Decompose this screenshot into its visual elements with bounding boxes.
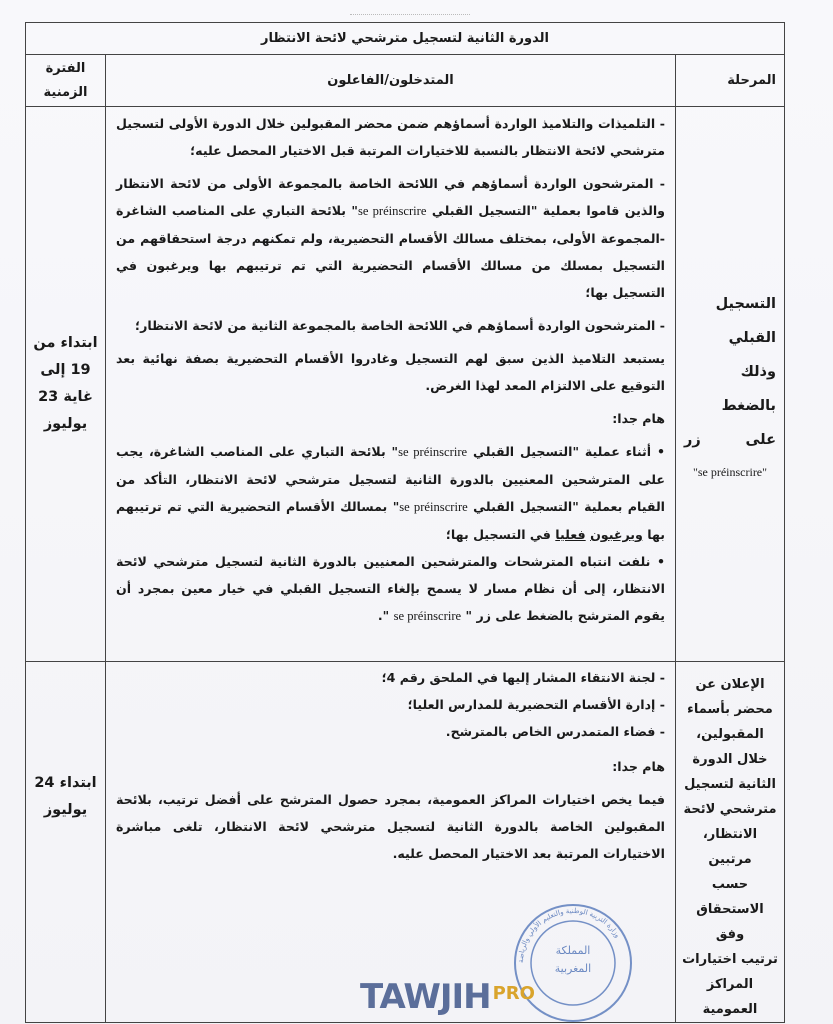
stage-word: القبلي: [728, 330, 776, 346]
period-line: يوليوز: [43, 416, 88, 432]
period-line: ابتداء 24: [34, 775, 97, 791]
table-row: [26, 107, 785, 662]
stage-line: المقبولين،: [696, 727, 764, 742]
actor-item: - إدارة الأقسام التحضيرية للمدارس العليا؛: [116, 691, 665, 718]
actor-item: - فضاء المتمدرس الخاص بالمترشح.: [116, 718, 665, 745]
actor-item: - التلميذات والتلاميذ الواردة أسماؤهم ضمن محضر المقبولين خلال الدورة الأولى لتسجيل مترشحي لائحة الانتظار بالنسبة للاختيارات المرتبة قبل الاختيار المحصل عليه؛: [116, 110, 665, 164]
exclusion-note: يستبعد التلاميذ الذين سبق لهم التسجيل وغادروا الأقسام التحضيرية بصفة نهائية بعد التوقيع على الالتزام المعد لهذا الغرض.: [116, 351, 665, 393]
actor-text: المترشحون الواردة أسماؤهم في اللائحة الخاصة بالمجموعة الأولى من لائحة الانتظار والذين قاموا بعملية "التسجيل القبلي: [116, 176, 665, 218]
stamp-center-text: المملكة: [555, 944, 591, 957]
note-text: " بمسالك الأقسام التحضيرية التي تم ترتيبهم بها: [116, 499, 665, 542]
table-title: الدورة الثانية لتسجيل مترشحي لائحة الانتظار: [26, 23, 785, 55]
stage-button-label: "se préinscrire": [692, 465, 768, 479]
actors-cell: [106, 107, 676, 662]
stage-word: على زر: [684, 432, 776, 448]
header-stage: المرحلة: [676, 55, 785, 107]
stage-line: محضر بأسماء: [687, 702, 773, 717]
note-latin: se préinscrire: [399, 500, 468, 514]
scan-artifact: [350, 14, 470, 17]
stage-line: الثانية لتسجيل: [684, 777, 776, 792]
important-note: [116, 438, 665, 548]
stamp-center-text: المغربية: [554, 962, 592, 975]
table-row: [26, 662, 785, 1023]
note-text: ".: [377, 608, 394, 623]
note-underlined: فعليا: [555, 527, 586, 542]
header-period-line2: الزمنية: [43, 84, 88, 100]
actor-item: [116, 170, 665, 306]
important-note: فيما يخص اختيارات المراكز العمومية، بمجرد حصول المترشح على أفضل ترتيب، بلائحة المقبولين الخاصة بالدورة الثانية لتسجيل مترشحي لائحة الانتظار، تلغى مباشرة الاختيارات المرتبة بعد الاختيار المحصل عليه.: [116, 792, 665, 861]
period-cell: [26, 662, 106, 1023]
stage-line: مترشحي لائحة: [683, 802, 777, 817]
header-period: [26, 55, 106, 107]
period-cell: [26, 107, 106, 662]
schedule-table: [25, 22, 785, 1023]
actor-text: " بلائحة التباري على المناصب الشاغرة -المجموعة الأولى، بمختلف مسالك الأقسام التحضيرية، ولم تمكنهم درجة استحقاقهم من التسجيل بمسلك من مسالك الأقسام التحضيرية التي تم ترتيبهم بها ويرغبون في التسجيل بها؛: [116, 203, 665, 300]
stage-word: وذلك: [740, 364, 776, 380]
important-note: [116, 548, 665, 630]
stage-word: التسجيل: [715, 296, 776, 312]
stage-line: الانتظار، مرتبين: [702, 827, 758, 867]
stage-cell: [676, 662, 785, 1023]
note-text: أثناء عملية "التسجيل القبلي: [467, 444, 652, 459]
watermark: [360, 978, 535, 1018]
note-text: نلفت انتباه المترشحات والمترشحين المعنيين بالدورة الثانية لتسجيل مترشحي لائحة الانتظار، إلى أن نظام مسار لا يسمح بإلغاء التسجيل القبلي في خيار معين بمجرد أن يقوم المترشح بالضغط على زر ": [116, 554, 665, 623]
actor-latin: se préinscrire: [357, 204, 427, 218]
stage-line: ترتيب اختيارات: [682, 952, 778, 967]
stage-line: الاستحقاق وفق: [696, 902, 764, 942]
important-label: هام جدا:: [612, 759, 665, 774]
note-text: في التسجيل بها؛: [445, 527, 556, 542]
note-underlined: ويرغبون: [590, 527, 643, 542]
note-text: " بلائحة التباري على المناصب الشاغرة، يجب على المترشحين المعنيين بالدورة الثانية لتسجيل مترشحي لائحة الانتظار، التأكد من القيام بعملية "التسجيل القبلي: [116, 444, 665, 514]
period-line: غاية 23: [38, 389, 93, 405]
stage-line: خلال الدورة: [692, 752, 768, 767]
header-actors: المتدخلون/الفاعلون: [106, 55, 676, 107]
stage-line: العمومية: [702, 1002, 758, 1017]
stage-cell: [676, 107, 785, 662]
header-period-line1: الفترة: [45, 60, 86, 76]
stage-word: بالضغط: [721, 398, 776, 414]
actor-item: - المترشحون الواردة أسماؤهم في اللائحة الخاصة بالمجموعة الثانية من لائحة الانتظار؛: [116, 312, 665, 339]
period-line: ابتداء من: [33, 335, 98, 351]
note-latin: se préinscrire: [398, 445, 468, 459]
watermark-logo: TAWJIH: [360, 977, 491, 1017]
actor-item: - لجنة الانتقاء المشار إليها في الملحق رقم 4؛: [116, 664, 665, 691]
stage-line: الإعلان عن: [695, 677, 765, 692]
stage-line: حسب: [711, 877, 749, 892]
stage-line: المراكز: [706, 977, 754, 992]
stamp-ring-text: وزارة التربية الوطنية والتعليم الأولي والرياضة: [516, 906, 622, 964]
watermark-logo-suffix: PRO: [492, 983, 535, 1004]
period-line: يوليوز: [43, 802, 88, 818]
note-latin: se préinscrire: [393, 609, 462, 623]
important-label: هام جدا:: [612, 411, 665, 426]
period-line: 19 إلى: [40, 362, 91, 378]
